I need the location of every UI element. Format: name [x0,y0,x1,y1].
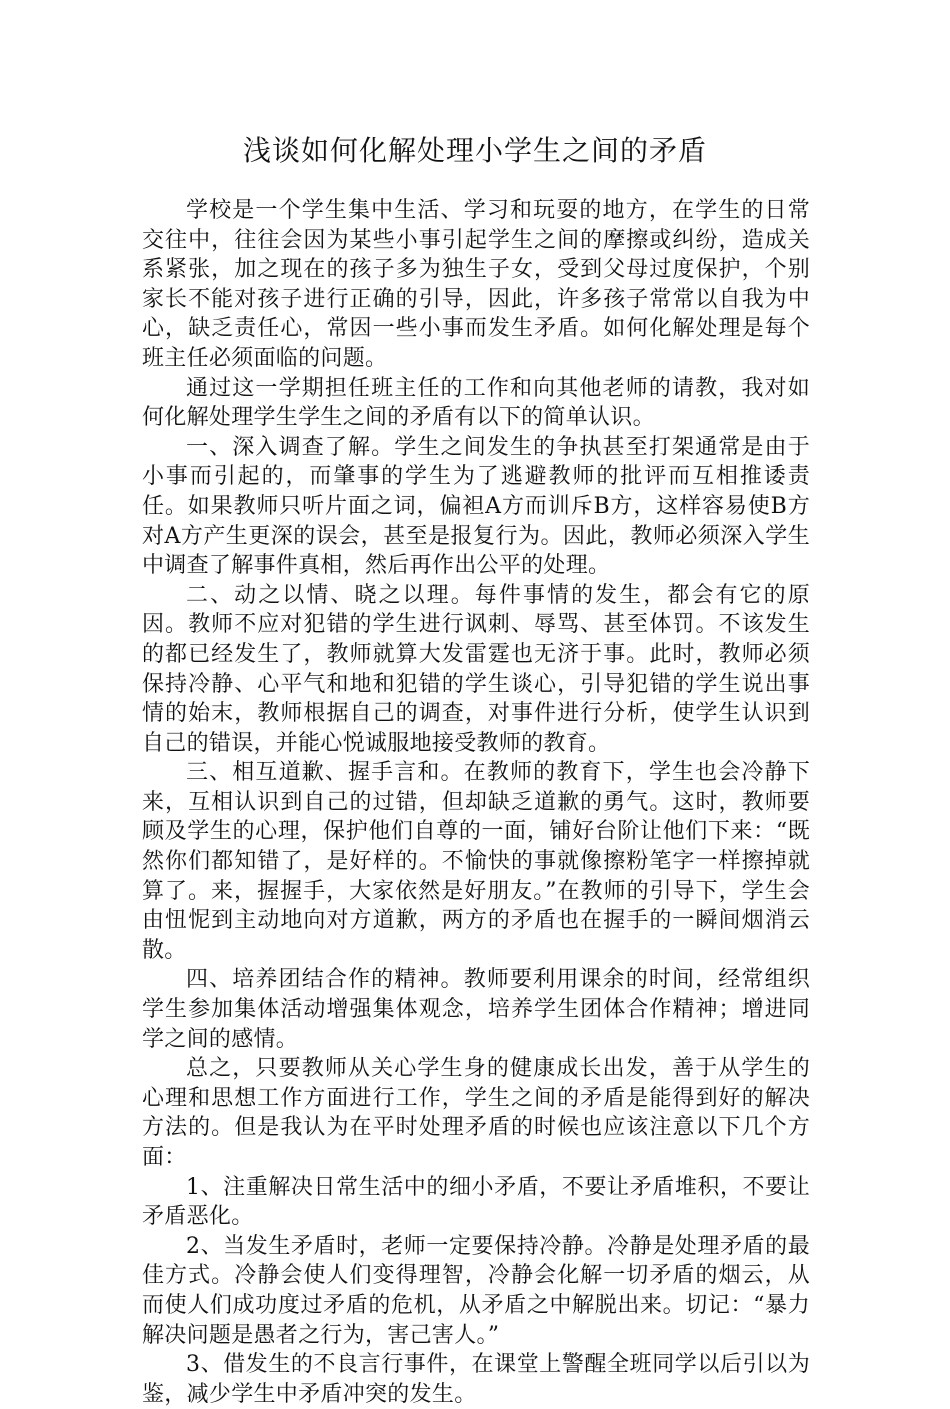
paragraph-note-3: 3、借发生的不良言行事件，在课堂上警醒全班同学以后引以为鉴，减少学生中矛盾冲突的发生。 [142,1352,810,1407]
paragraph-point-3: 三、相互道歉、握手言和。在教师的教育下，学生也会冷静下来，互相认识到自己的过错，但却缺乏道歉的勇气。这时，教师要顾及学生的心理，保护他们自尊的一面，铺好台阶让他们下来：“既然你们都知错了，是好样的。不愉快的事就像擦粉笔字一样擦掉就算了。来，握握手，大家依然是好朋友。”在教师的引导下，学生会由忸怩到主动地向对方道歉，两方的矛盾也在握手的一瞬间烟消云散。 [142,760,810,963]
paragraph-point-1: 一、深入调查了解。学生之间发生的争执甚至打架通常是由于小事而引起的，而肇事的学生为了逃避教师的批评而互相推诿责任。如果教师只听片面之词，偏袒A方而训斥B方，这样容易使B方对A方产生更深的误会，甚至是报复行为。因此，教师必须深入学生中调查了解事件真相，然后再作出公平的处理。 [142,434,810,579]
paragraph-intro: 学校是一个学生集中生活、学习和玩耍的地方，在学生的日常交往中，往往会因为某些小事引起学生之间的摩擦或纠纷，造成关系紧张，加之现在的孩子多为独生子女，受到父母过度保护，个别家长不能对孩子进行正确的引导，因此，许多孩子常常以自我为中心，缺乏责任心，常因一些小事而发生矛盾。如何化解处理是每个班主任必须面临的问题。 [142,198,810,371]
paragraph-point-4: 四、培养团结合作的精神。教师要利用课余的时间，经常组织学生参加集体活动增强集体观念，培养学生团体合作精神；增进同学之间的感情。 [142,967,810,1052]
paragraph-note-1: 1、注重解决日常生活中的细小矛盾，不要让矛盾堆积，不要让矛盾恶化。 [142,1174,810,1230]
paragraph-point-2: 二、动之以情、晓之以理。每件事情的发生，都会有它的原因。教师不应对犯错的学生进行讽刺、辱骂、甚至体罚。不该发生的都已经发生了，教师就算大发雷霆也无济于事。此时，教师必须保持冷静、心平气和地和犯错的学生谈心，引导犯错的学生说出事情的始末，教师根据自己的调查，对事件进行分析，使学生认识到自己的错误，并能心悦诚服地接受教师的教育。 [142,582,810,756]
paragraph-summary: 总之，只要教师从关心学生身的健康成长出发，善于从学生的心理和思想工作方面进行工作，学生之间的矛盾是能得到好的解决方法的。但是我认为在平时处理矛盾的时候也应该注意以下几个方面： [142,1056,810,1170]
document-title: 浅谈如何化解处理小学生之间的矛盾 [242,134,707,167]
document-body [142,196,810,1409]
paragraph-overview: 通过这一学期担任班主任的工作和向其他老师的请教，我对如何化解处理学生学生之间的矛盾有以下的简单认识。 [142,375,810,431]
paragraph-note-2: 2、当发生矛盾时，老师一定要保持冷静。冷静是处理矛盾的最佳方式。冷静会使人们变得理智，冷静会化解一切矛盾的烟云，从而使人们成功度过矛盾的危机，从矛盾之中解脱出来。切记：“暴力解决问题是愚者之行为，害己害人。” [142,1233,810,1348]
